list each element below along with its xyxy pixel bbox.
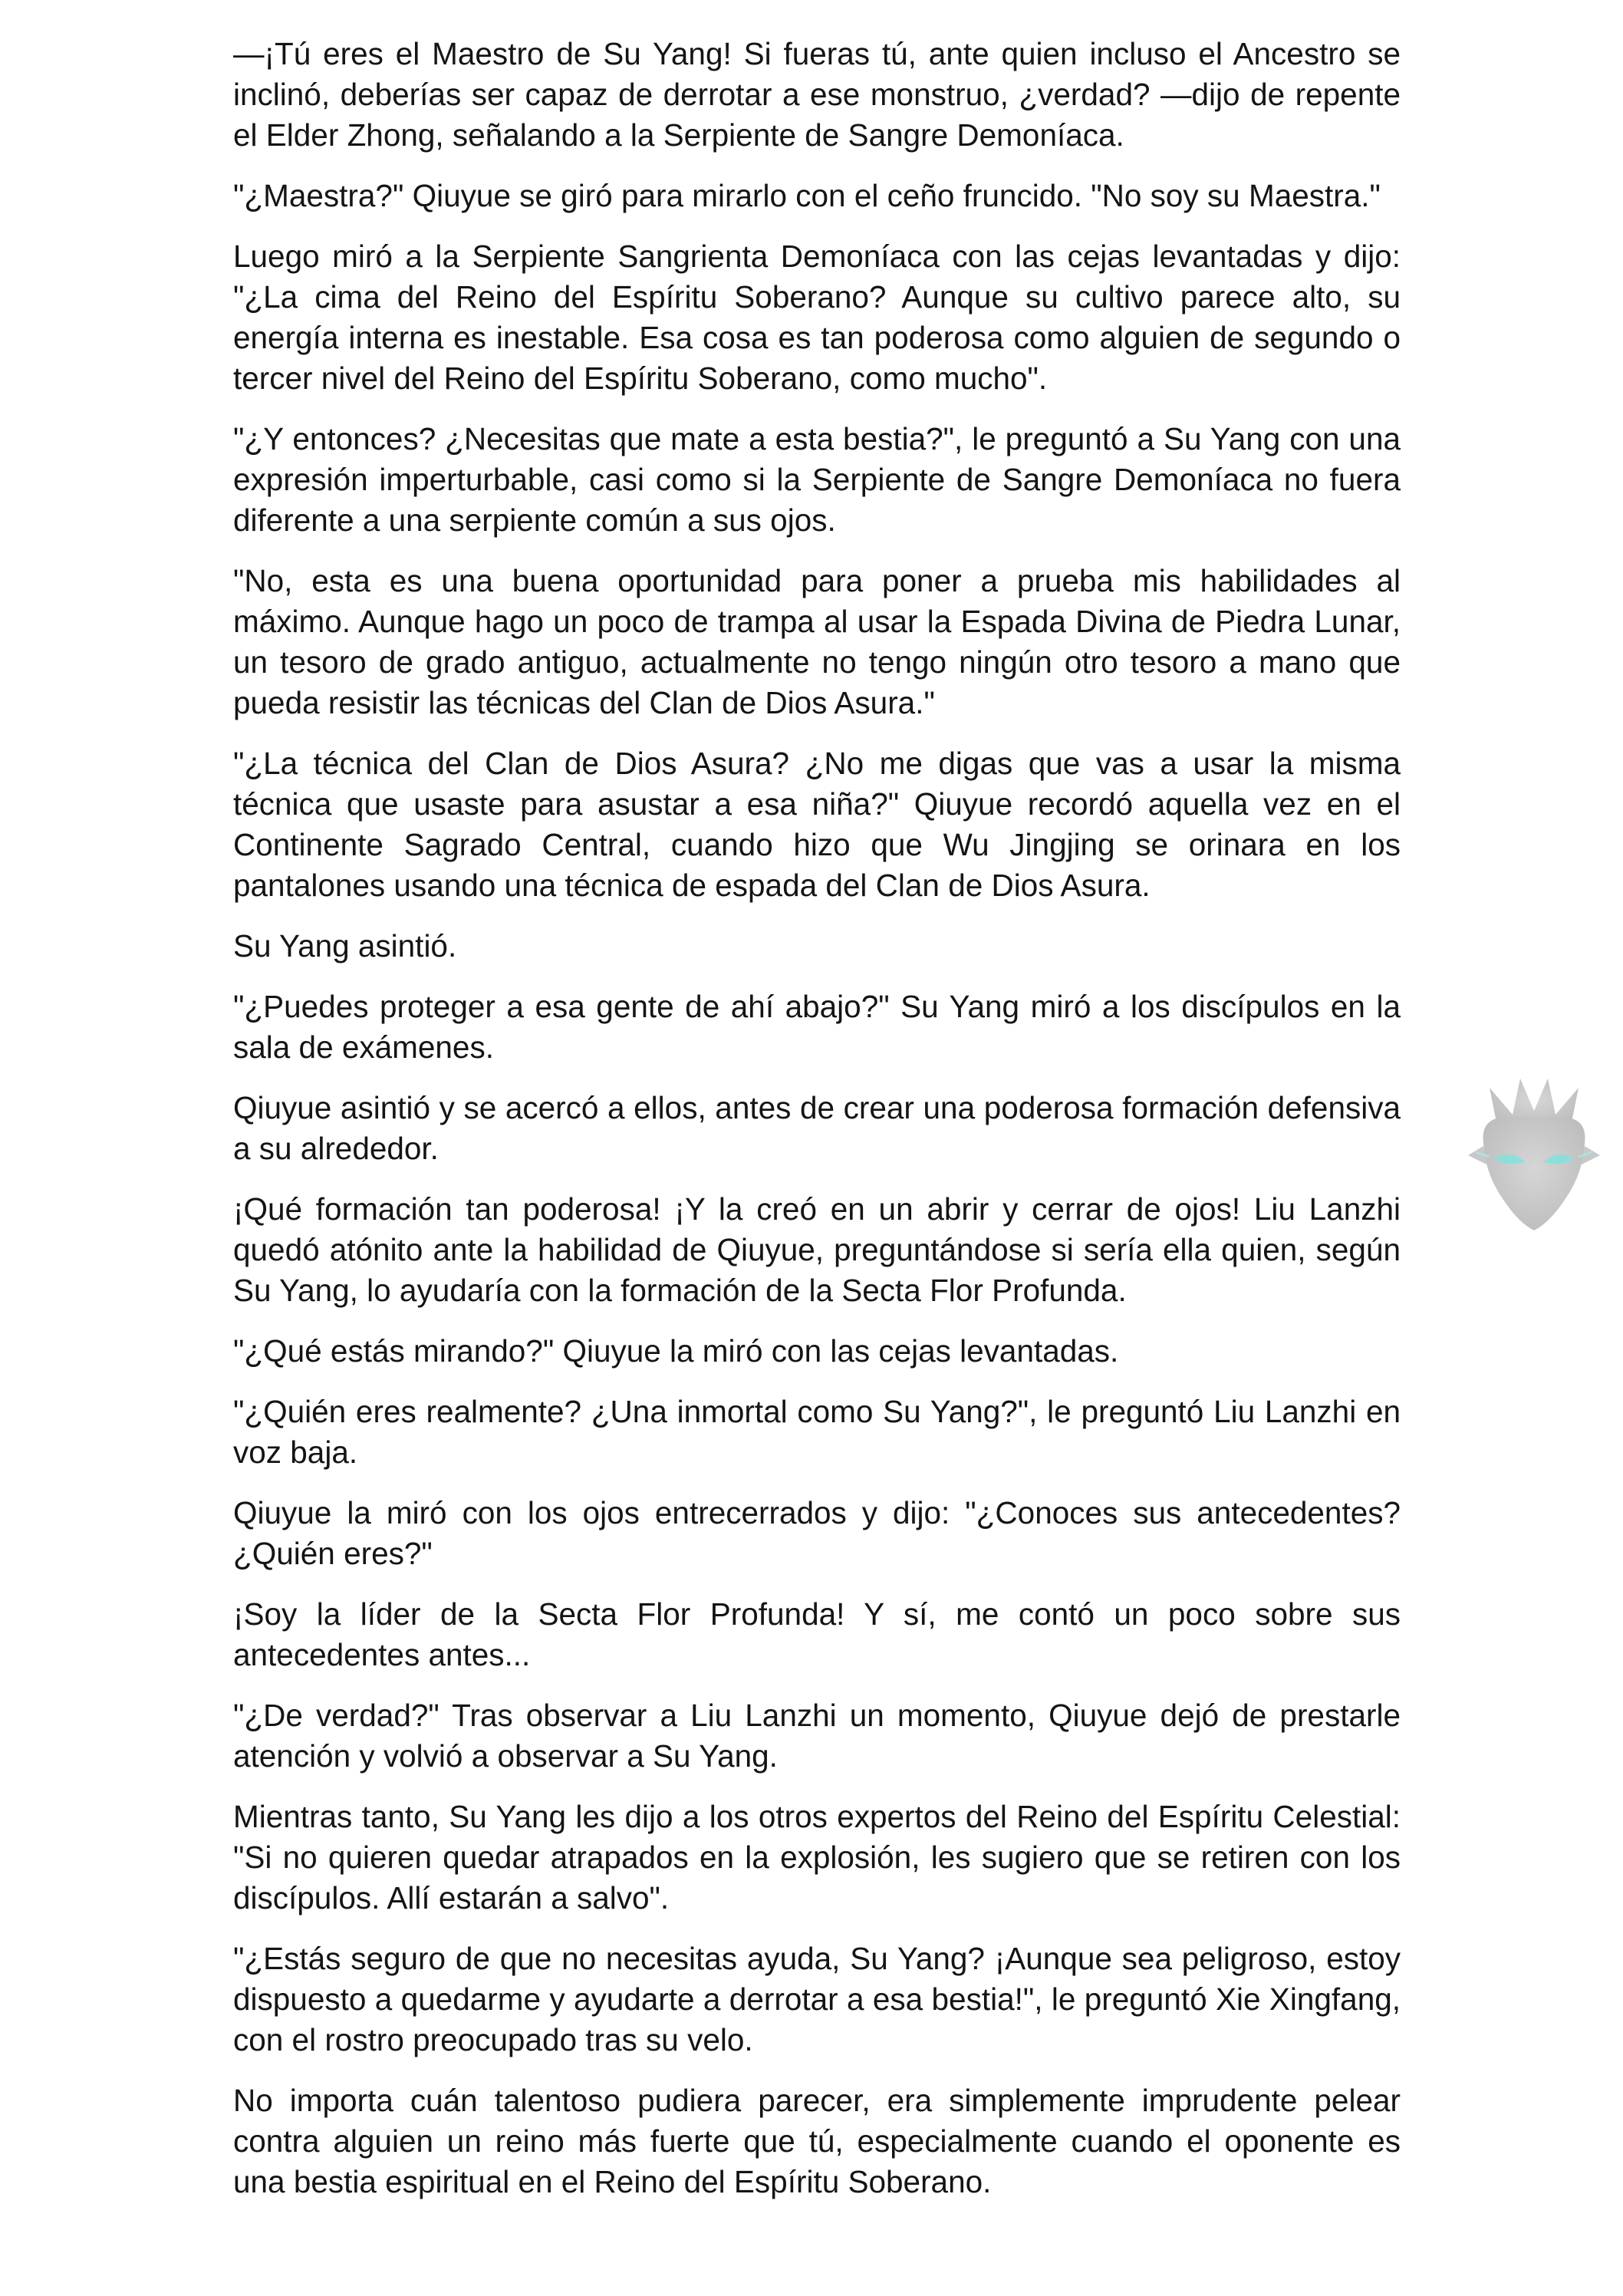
paragraph: "¿Maestra?" Qiuyue se giró para mirarlo con el ceño fruncido. "No soy su Maestra." — [233, 178, 1381, 213]
paragraph: ¡Qué formación tan poderosa! ¡Y la creó en un abrir y cerrar de ojos! Liu Lanzhi quedó atónito ante la habilidad de Qiuyue, preguntándose si sería ella quien, según Su Yang, lo ayudaría con la formación de la Secta Flor Profunda. — [233, 1191, 1401, 1308]
paragraph: Luego miró a la Serpiente Sangrienta Demoníaca con las cejas levantadas y dijo: "¿La cima del Reino del Espíritu Soberano? Aunque su cultivo parece alto, su energía interna es inestable. Esa cosa es tan poderosa como alguien de segundo o tercer nivel del Reino del Espíritu Soberano, como mucho". — [233, 239, 1401, 396]
paragraph: "¿La técnica del Clan de Dios Asura? ¿No me digas que vas a usar la misma técnica que usaste para asustar a esa niña?" Qiuyue recordó aquella vez en el Continente Sagrado Central, cuando hizo que Wu Jingjing se orinara en los pantalones usando una técnica de espada del Clan de Dios Asura. — [233, 746, 1401, 903]
paragraph: "¿De verdad?" Tras observar a Liu Lanzhi un momento, Qiuyue dejó de prestarle atención y volvió a observar a Su Yang. — [233, 1698, 1401, 1774]
paragraph: "No, esta es una buena oportunidad para poner a prueba mis habilidades al máximo. Aunque hago un poco de trampa al usar la Espada Divina de Piedra Lunar, un tesoro de grado antiguo, actualmente no tengo ningún otro tesoro a mano que pueda resistir las técnicas del Clan de Dios Asura." — [233, 563, 1401, 720]
document-body — [233, 34, 1401, 2222]
paragraph: —¡Tú eres el Maestro de Su Yang! Si fueras tú, ante quien incluso el Ancestro se inclinó, deberías ser capaz de derrotar a ese monstruo, ¿verdad? —dijo de repente el Elder Zhong, señalando a la Serpiente de Sangre Demoníaca. — [233, 36, 1401, 153]
paragraph: ¡Soy la líder de la Secta Flor Profunda! Y sí, me contó un poco sobre sus antecedentes antes... — [233, 1596, 1401, 1672]
paragraph: "¿Qué estás mirando?" Qiuyue la miró con las cejas levantadas. — [233, 1333, 1119, 1369]
demon-head-logo-icon — [1467, 1072, 1602, 1238]
paragraph: "¿Quién eres realmente? ¿Una inmortal como Su Yang?", le preguntó Liu Lanzhi en voz baja. — [233, 1394, 1401, 1470]
paragraph: No importa cuán talentoso pudiera parecer, era simplemente imprudente pelear contra alguien un reino más fuerte que tú, especialmente cuando el oponente es una bestia espiritual en el Reino del Espíritu Soberano. — [233, 2083, 1401, 2199]
paragraph: Su Yang asintió. — [233, 928, 457, 964]
paragraph: "¿Y entonces? ¿Necesitas que mate a esta bestia?", le preguntó a Su Yang con una expresión imperturbable, casi como si la Serpiente de Sangre Demoníaca no fuera diferente a una serpiente común a sus ojos. — [233, 421, 1401, 538]
paragraph: "¿Estás seguro de que no necesitas ayuda, Su Yang? ¡Aunque sea peligroso, estoy dispuesto a quedarme y ayudarte a derrotar a esa bestia!", le preguntó Xie Xingfang, con el rostro preocupado tras su velo. — [233, 1941, 1401, 2057]
paragraph: Qiuyue la miró con los ojos entrecerrados y dijo: "¿Conoces sus antecedentes? ¿Quién eres?" — [233, 1495, 1401, 1571]
paragraph: Qiuyue asintió y se acercó a ellos, antes de crear una poderosa formación defensiva a su alrededor. — [233, 1090, 1401, 1166]
paragraph: Mientras tanto, Su Yang les dijo a los otros expertos del Reino del Espíritu Celestial: "Si no quieren quedar atrapados en la explosión, les sugiero que se retiren con los discípulos. Allí estarán a salvo". — [233, 1799, 1401, 1916]
paragraph: "¿Puedes proteger a esa gente de ahí abajo?" Su Yang miró a los discípulos en la sala de exámenes. — [233, 989, 1401, 1065]
